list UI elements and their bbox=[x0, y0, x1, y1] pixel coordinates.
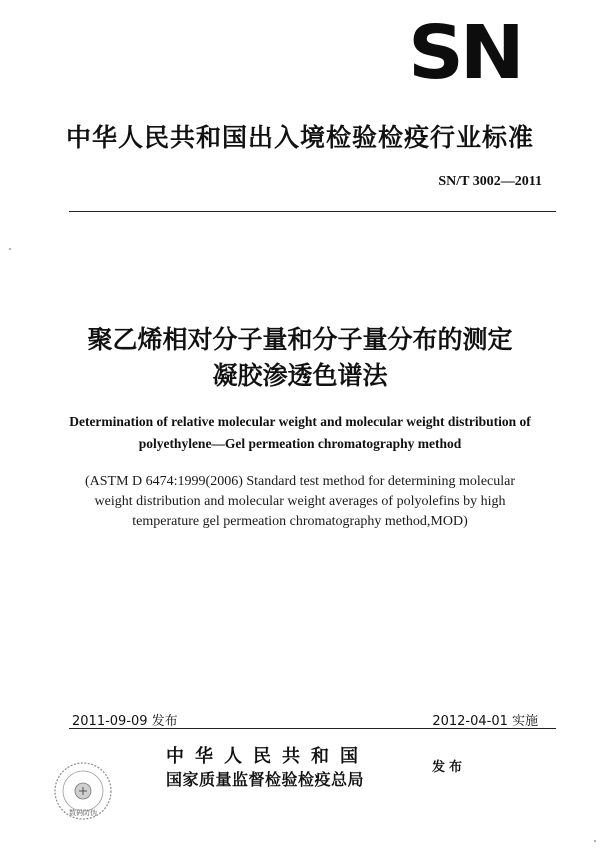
issue-date: 2011-09-09 发布 bbox=[72, 714, 178, 729]
reference-line2: weight distribution and molecular weight averages of polyolefins by high bbox=[94, 494, 506, 509]
english-title bbox=[20, 411, 580, 455]
stamp-label: 数码防伪 bbox=[69, 809, 97, 817]
publish-label: 发布 bbox=[432, 760, 467, 775]
english-title-line1: Determination of relative molecular weight and molecular weight distribution of bbox=[69, 414, 531, 429]
chinese-title bbox=[0, 322, 600, 394]
bottom-divider bbox=[69, 728, 556, 729]
scan-speck bbox=[9, 248, 11, 250]
chinese-title-line2: 凝胶渗透色谱法 bbox=[212, 361, 388, 390]
issuer-agency: 国家质量监督检验检疫总局 bbox=[166, 770, 365, 789]
chinese-title-line1: 聚乙烯相对分子量和分子量分布的测定 bbox=[87, 325, 513, 354]
reference-line1: (ASTM D 6474:1999(2006) Standard test method for determining molecular bbox=[84, 474, 516, 489]
issuer-country: 中华人民共和国 bbox=[166, 746, 369, 767]
reference-standard bbox=[40, 472, 560, 532]
standard-code: SN/T 3002—2011 bbox=[438, 174, 542, 189]
sn-logo: SN bbox=[408, 10, 521, 96]
english-title-line2: polyethylene—Gel permeation chromatography method bbox=[138, 436, 462, 451]
standard-category-title: 中华人民共和国出入境检验检疫行业标准 bbox=[65, 123, 534, 152]
implementation-date: 2012-04-01 实施 bbox=[432, 714, 538, 729]
scan-speck bbox=[594, 840, 596, 842]
top-divider bbox=[69, 211, 556, 212]
reference-line3: temperature gel permeation chromatography method,MOD) bbox=[132, 514, 468, 529]
